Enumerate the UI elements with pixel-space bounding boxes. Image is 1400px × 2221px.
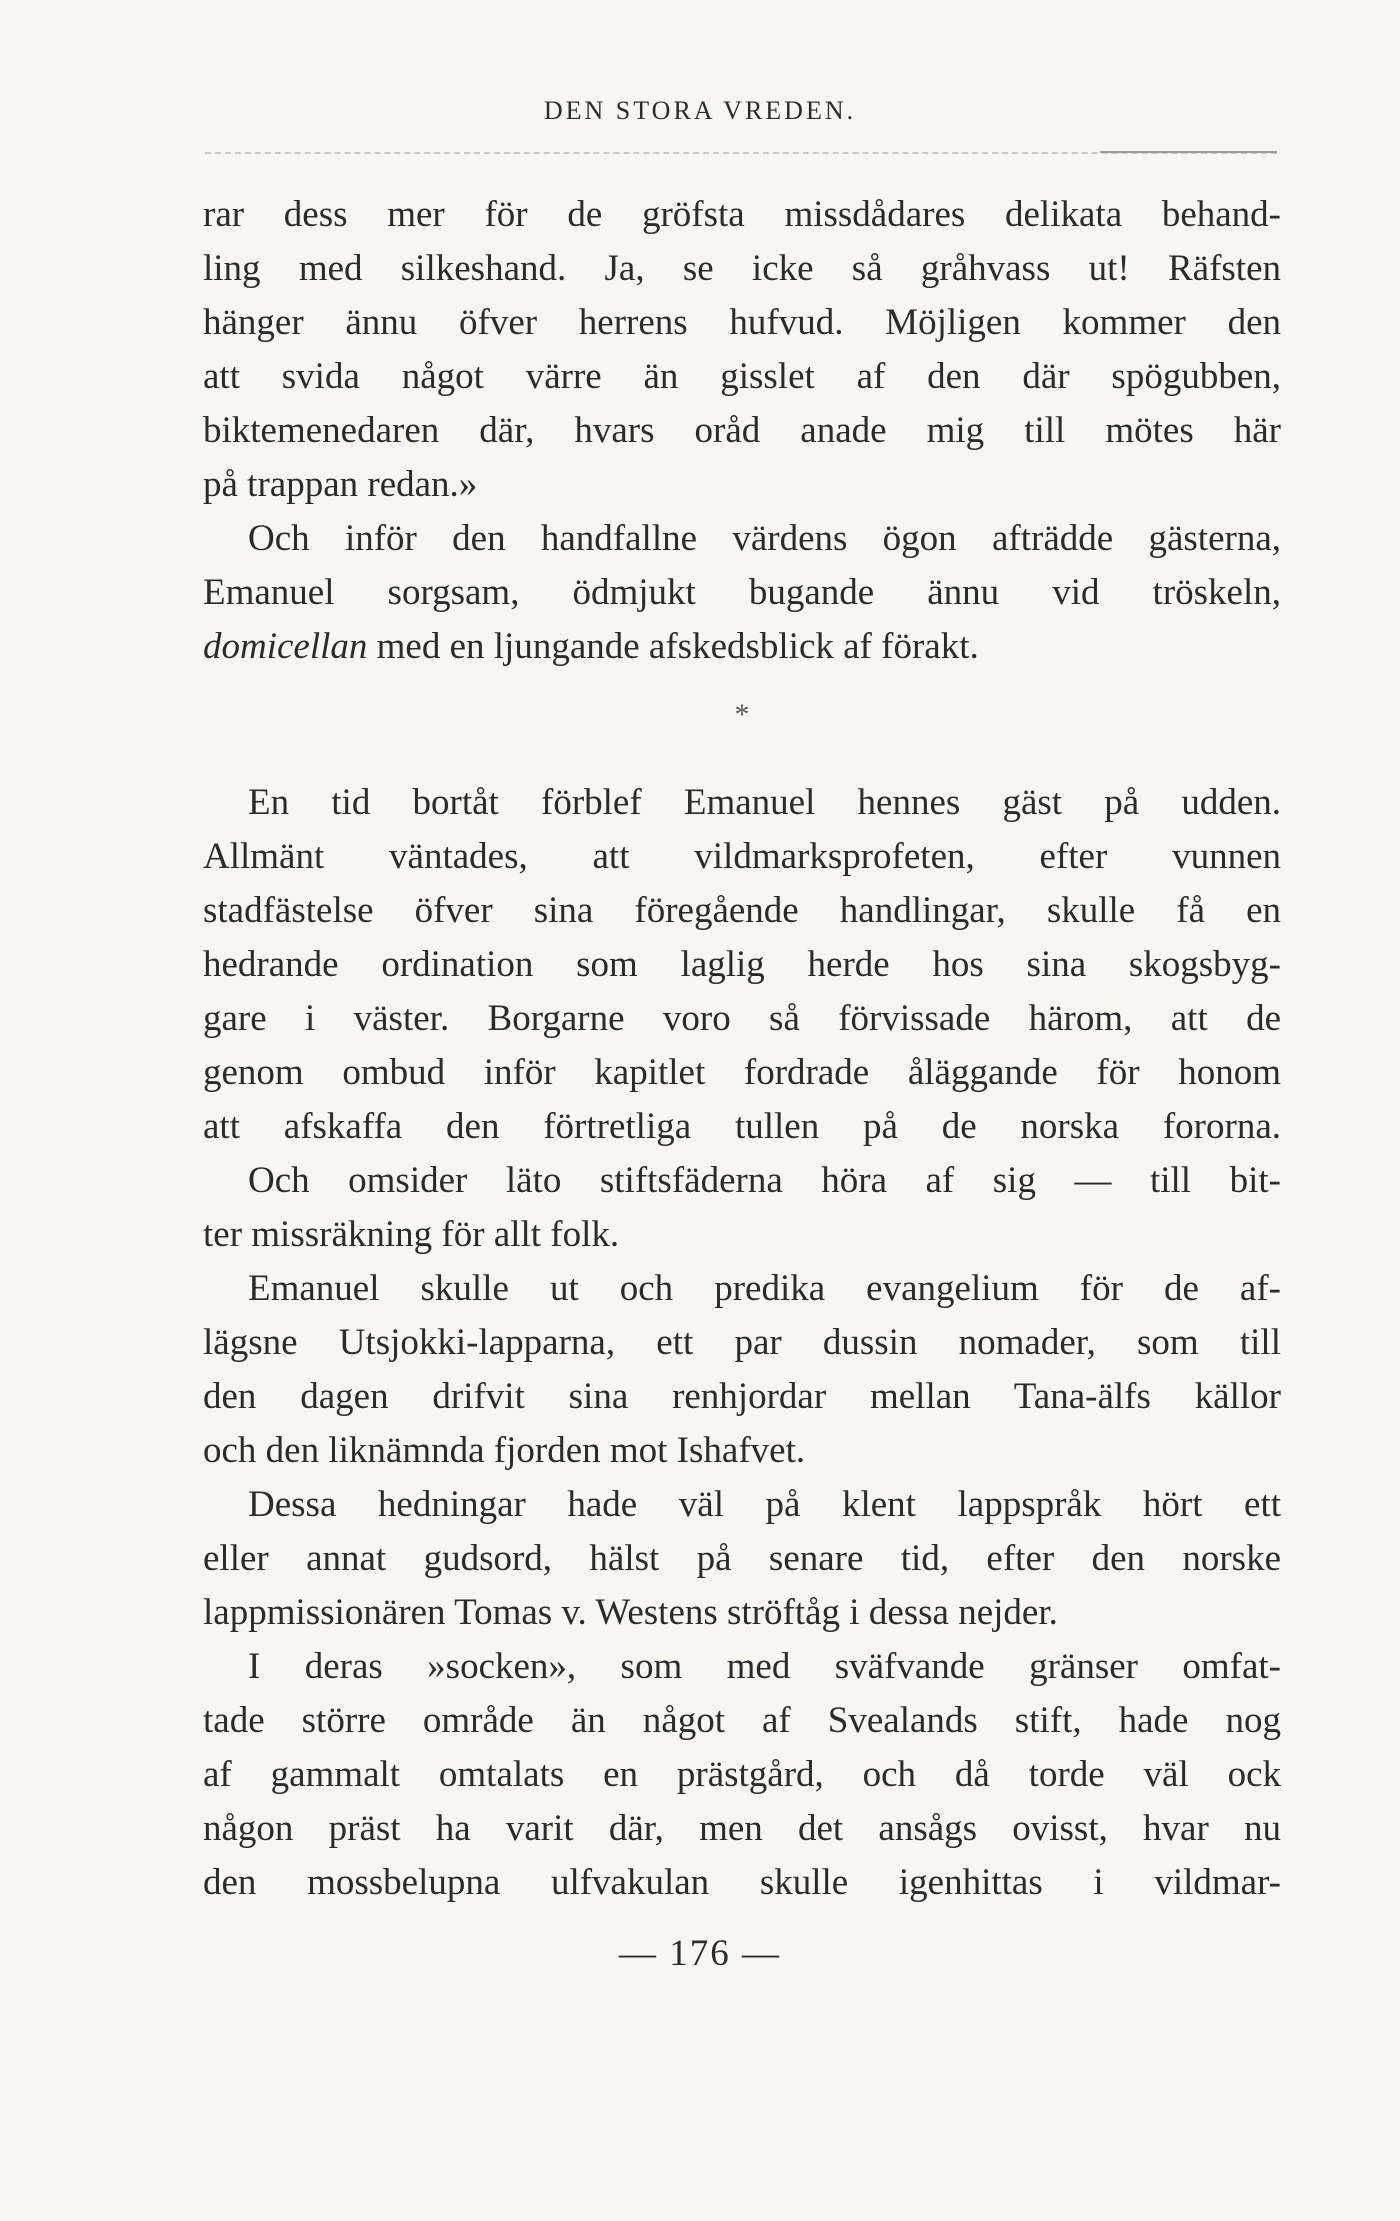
text-line: Emanuel sorgsam, ödmjukt bugande ännu vid tröskeln, bbox=[203, 572, 1281, 613]
text-line: någon präst ha varit där, men det ansågs ovisst, hvar nu bbox=[203, 1808, 1281, 1849]
paragraph-5 bbox=[203, 1478, 1281, 1640]
text-line: stadfästelse öfver sina föregående handlingar, skulle få en bbox=[203, 890, 1281, 931]
page-number: — 176 — bbox=[619, 1933, 781, 1974]
text-line: Dessa hedningar hade väl på klent lappspråk hört ett bbox=[248, 1484, 1281, 1525]
text-line: Allmänt väntades, att vildmarksprofeten, efter vunnen bbox=[203, 836, 1281, 877]
text-line: Och inför den handfallne värdens ögon afträdde gästerna, bbox=[248, 518, 1281, 559]
text-line: hänger ännu öfver herrens hufvud. Möjligen kommer den bbox=[203, 302, 1281, 343]
text-line: Och omsider läto stiftsfäderna höra af sig — till bit- bbox=[248, 1160, 1281, 1201]
text-line: rar dess mer för de gröfsta missdådares delikata behand- bbox=[203, 194, 1281, 235]
text-line: gare i väster. Borgarne voro så förvissade härom, att de bbox=[203, 998, 1281, 1039]
text-line bbox=[203, 620, 1281, 674]
text-line: eller annat gudsord, hälst på senare tid, efter den norske bbox=[203, 1538, 1281, 1579]
header-rule-solid bbox=[1100, 151, 1277, 153]
text-line: att svida något värre än gisslet af den där spögubben, bbox=[203, 356, 1281, 397]
spacer bbox=[203, 756, 1281, 776]
paragraph-3 bbox=[203, 776, 1281, 1262]
text-line: den mossbelupna ulfvakulan skulle igenhittas i vildmar- bbox=[203, 1862, 1281, 1903]
text-line: den dagen drifvit sina renhjordar mellan Tana-älfs källor bbox=[203, 1376, 1281, 1417]
paragraph-6 bbox=[203, 1640, 1281, 1910]
text-line: lappmissionären Tomas v. Westens ströftåg i dessa nejder. bbox=[203, 1592, 1058, 1633]
text-line: Emanuel skulle ut och predika evangelium för de af- bbox=[248, 1268, 1281, 1309]
italic-word: domicellan bbox=[203, 626, 368, 667]
text-line: ling med silkeshand. Ja, se icke så gråhvass ut! Räfsten bbox=[203, 248, 1281, 289]
section-divider: * bbox=[734, 698, 750, 731]
running-header: DEN STORA VREDEN. bbox=[543, 96, 857, 125]
text-line: ter missräkning för allt folk. bbox=[203, 1214, 620, 1255]
text-line: lägsne Utsjokki-lapparna, ett par dussin nomader, som till bbox=[203, 1322, 1281, 1363]
paragraph-2 bbox=[203, 512, 1281, 674]
text-line: biktemenedaren där, hvars oråd anade mig till mötes här bbox=[203, 410, 1281, 451]
paragraph-1 bbox=[203, 188, 1281, 512]
page-body bbox=[203, 188, 1281, 1910]
text-line: af gammalt omtalats en prästgård, och då torde väl ock bbox=[203, 1754, 1281, 1795]
text-line: En tid bortåt förblef Emanuel hennes gäst på udden. bbox=[248, 782, 1281, 823]
text-line: och den liknämnda fjorden mot Ishafvet. bbox=[203, 1430, 806, 1471]
text-line: tade större område än något af Svealands stift, hade nog bbox=[203, 1700, 1281, 1741]
text-line: på trappan redan.» bbox=[203, 464, 478, 505]
text-line: hedrande ordination som laglig herde hos sina skogsbyg- bbox=[203, 944, 1281, 985]
text-line: genom ombud inför kapitlet fordrade åläggande för honom bbox=[203, 1052, 1281, 1093]
text-line: I deras »socken», som med sväfvande gränser omfat- bbox=[248, 1646, 1281, 1687]
text-span: med en ljungande afskedsblick af förakt. bbox=[367, 626, 979, 667]
text-line: att afskaffa den förtretliga tullen på de norska fororna. bbox=[203, 1106, 1281, 1147]
paragraph-4 bbox=[203, 1262, 1281, 1478]
